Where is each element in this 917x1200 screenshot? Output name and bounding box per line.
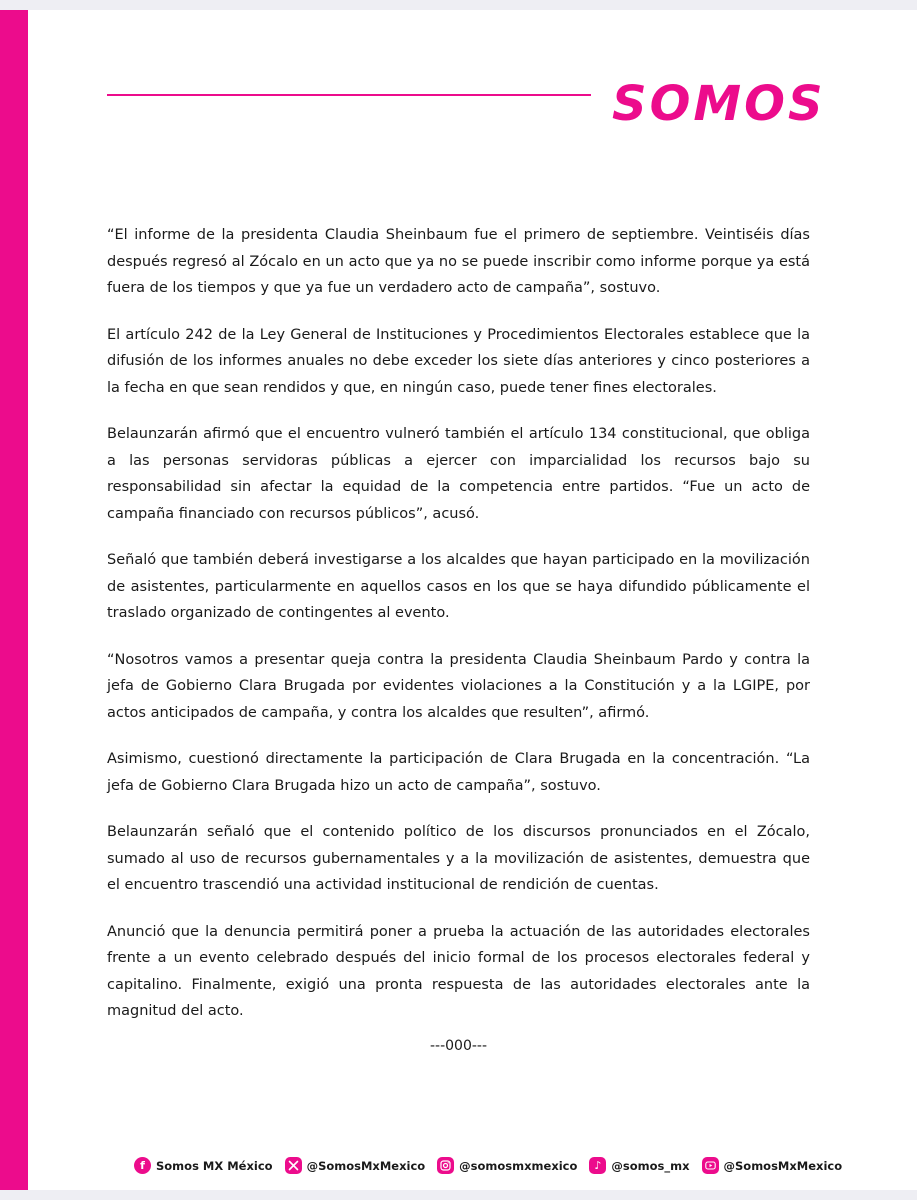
press-release-page [0,10,917,1190]
paragraph: El artículo 242 de la Ley General de Instituciones y Procedimientos Electorales establece que la difusión de los informes anuales no debe exceder los siete días anteriores y cinco posteriores a la fecha en que sean rendidos y que, en ningún caso, puede tener fines electorales. [107,326,810,396]
paragraph: Señaló que también deberá investigarse a los alcaldes que hayan participado en la movilización de asistentes, particularmente en aquellos casos en los que se haya difundido públicamente el traslado organizado de contingentes al evento. [107,552,810,621]
social-footer [134,1157,854,1174]
paragraph: Asimismo, cuestionó directamente la participación de Clara Brugada en la concentración. “La jefa de Gobierno Clara Brugada hizo un acto de campaña”, sostuvo. [107,751,810,794]
paragraph: Anunció que la denuncia permitirá poner a prueba la actuación de las autoridades electorales frente a un evento celebrado después del inicio formal de los procesos electorales federal y capitalino. Finalmente, exigió una pronta respuesta de las autoridades electorales ante la magnitud del acto. [107,923,810,1019]
header-rule [107,94,591,96]
facebook-icon: f [134,1157,151,1174]
bottom-strip [0,1190,917,1200]
brand-side-bar [0,10,28,1190]
x-icon [285,1157,302,1174]
paragraph: Belaunzarán afirmó que el encuentro vulneró también el artículo 134 constitucional, que obliga a las personas servidoras públicas a ejercer con imparcialidad los recursos bajo su responsabilidad sin afectar la equidad de la competencia entre partidos. “Fue un acto de campaña financiado con recursos públicos”, acusó. [107,426,810,522]
tiktok-icon: ♪ [589,1157,606,1174]
instagram-link[interactable] [437,1157,577,1174]
tiktok-label: @somos_mx [611,1158,690,1173]
closing-mark: ---000--- [429,1038,488,1054]
youtube-icon [702,1157,719,1174]
paragraph: Belaunzarán señaló que el contenido político de los discursos pronunciados en el Zócalo, sumado al uso de recursos gubernamentales y a la movilización de asistentes, demuestra que el encuentro trascendió una actividad institucional de rendición de cuentas. [107,824,810,893]
instagram-icon [437,1157,454,1174]
tiktok-link[interactable] [589,1157,689,1174]
x-link[interactable] [285,1157,426,1174]
youtube-label: @SomosMxMexico [723,1158,843,1173]
facebook-label: Somos MX México [156,1158,273,1173]
x-label: @SomosMxMexico [306,1158,426,1173]
release-body [107,222,810,1045]
youtube-link[interactable] [702,1157,843,1174]
instagram-label: @somosmxmexico [459,1158,578,1173]
facebook-link[interactable] [134,1157,273,1174]
paragraph: “El informe de la presidenta Claudia Sheinbaum fue el primero de septiembre. Veintiséis días después regresó al Zócalo en un acto que ya no se puede inscribir como informe porque ya está fuera de los tiempos y que ya fue un verdadero acto de campaña”, sostuvo. [107,227,810,296]
somos-logo: SOMOS [612,76,826,132]
paragraph: “Nosotros vamos a presentar queja contra la presidenta Claudia Sheinbaum Pardo y contra la jefa de Gobierno Clara Brugada por evidentes violaciones a la Constitución y a la LGIPE, por actos anticipados de campaña, y contra los alcaldes que resulten”, afirmó. [107,651,810,721]
